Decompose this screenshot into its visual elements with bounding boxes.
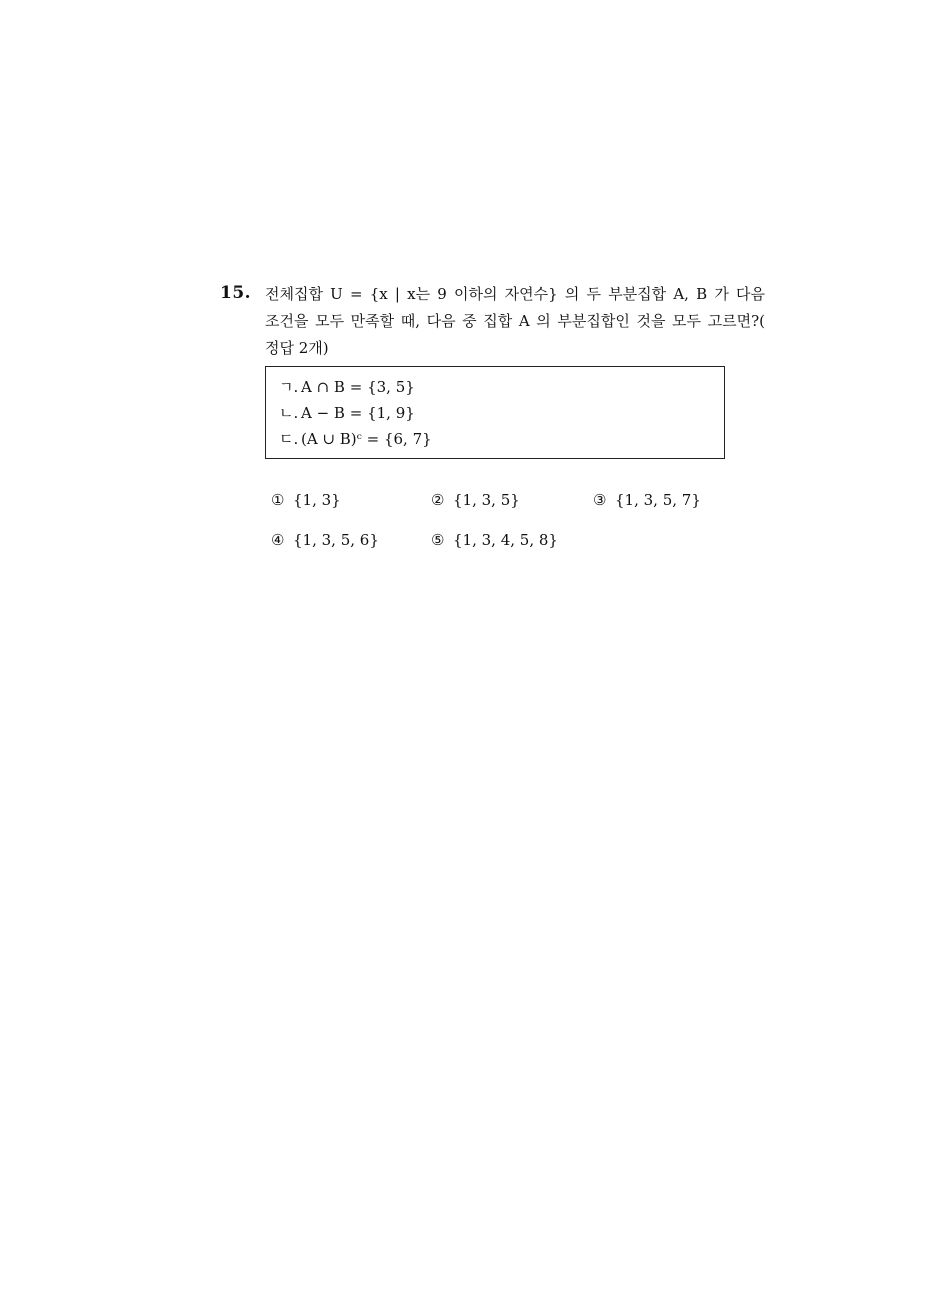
choice-marker: ④ (271, 531, 285, 549)
choice-text: {1, 3, 5, 7} (615, 491, 701, 509)
condition-marker: ㄱ. (279, 378, 299, 396)
condition-text: A − B = {1, 9} (301, 404, 415, 422)
choice-2[interactable] (431, 491, 520, 509)
question-text (265, 281, 765, 362)
choice-3[interactable] (593, 491, 701, 509)
condition-row (279, 374, 724, 400)
choice-marker: ⑤ (431, 531, 445, 549)
question-line-1: 전체집합 U = {x | x는 9 이하의 자연수} 의 두 부분집합 A, B 가 다음 (265, 285, 765, 303)
condition-row (279, 400, 724, 426)
choice-marker: ③ (593, 491, 607, 509)
choice-5[interactable] (431, 531, 558, 549)
choice-text: {1, 3, 4, 5, 8} (453, 531, 558, 549)
question-line-3: 정답 2개) (265, 339, 329, 357)
condition-text: (A ∪ B)ᶜ = {6, 7} (301, 430, 432, 448)
question-number: 15. (220, 283, 252, 303)
choice-text: {1, 3} (293, 491, 341, 509)
choice-1[interactable] (271, 491, 341, 509)
choice-text: {1, 3, 5} (453, 491, 520, 509)
condition-row (279, 426, 724, 452)
choice-text: {1, 3, 5, 6} (293, 531, 379, 549)
condition-text: A ∩ B = {3, 5} (301, 378, 415, 396)
choice-4[interactable] (271, 531, 379, 549)
choice-marker: ② (431, 491, 445, 509)
condition-marker: ㄴ. (279, 404, 299, 422)
choice-marker: ① (271, 491, 285, 509)
condition-marker: ㄷ. (279, 430, 299, 448)
question-line-2: 조건을 모두 만족할 때, 다음 중 집합 A 의 부분집합인 것을 모두 고르면?( (265, 312, 765, 330)
conditions-box (265, 366, 725, 459)
